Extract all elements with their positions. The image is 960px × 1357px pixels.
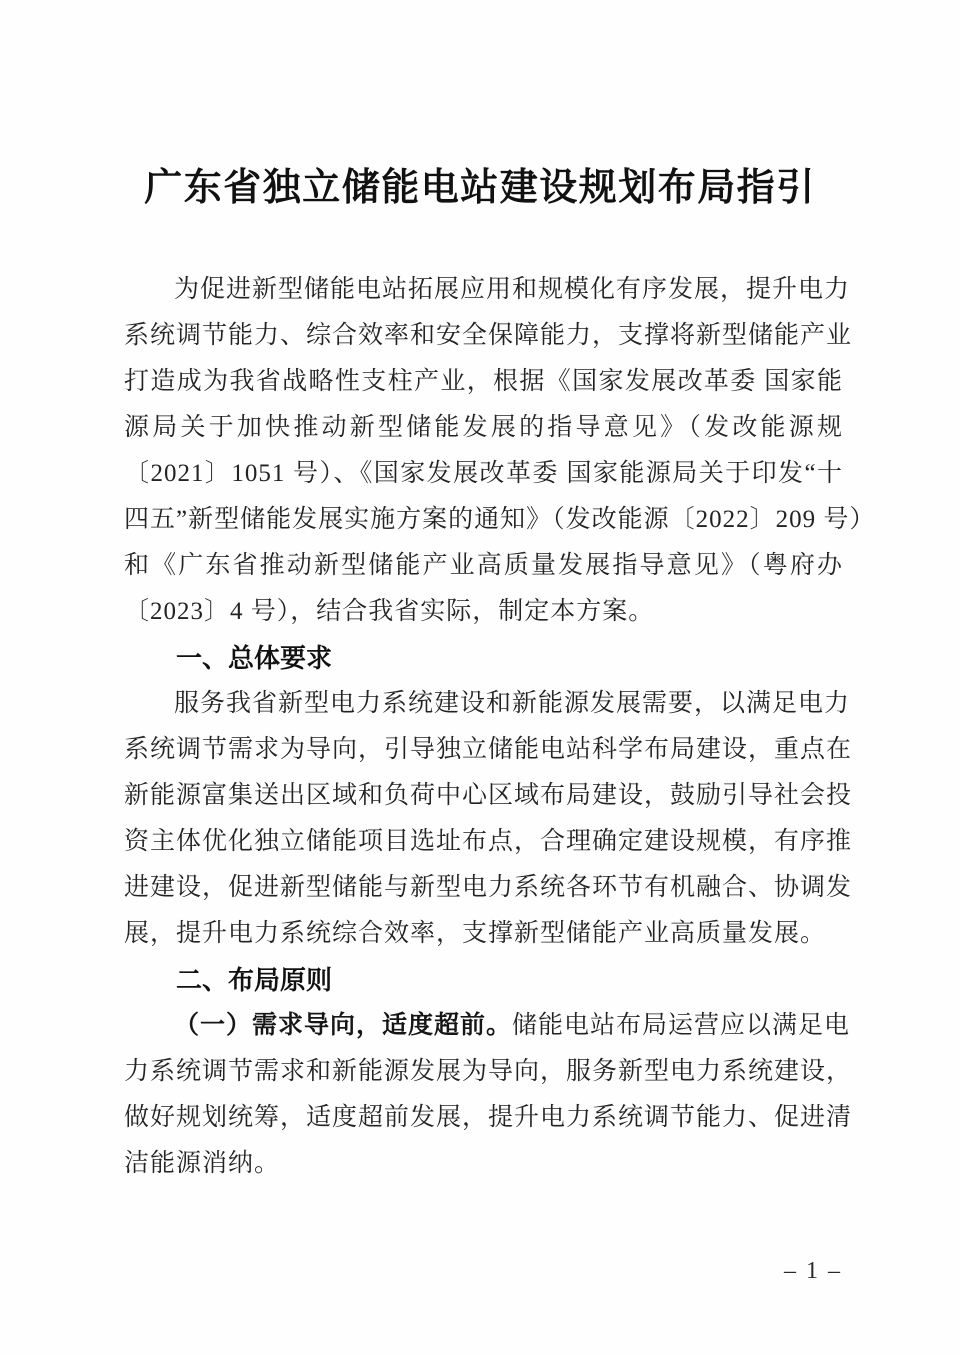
text-line [124, 1003, 851, 1049]
principle-body-text: 储能电站布局运营应以满足电 [512, 1012, 851, 1039]
text-line: 新能源富集送出区域和负荷中心区域布局建设，鼓励引导社会投 [124, 782, 853, 809]
text-line: 系统调节能力、综合效率和安全保障能力，支撑将新型储能产业 [124, 322, 853, 349]
text-line: 〔2021〕1051 号）、《国家发展改革委 国家能源局关于印发“十 [124, 460, 843, 487]
paragraph-principle-1 [124, 1003, 853, 1187]
text-line: 进建设，促进新型储能与新型电力系统各环节有机融合、协调发 [124, 874, 853, 901]
document-body [124, 267, 876, 1187]
text-line: 四五”新型储能发展实施方案的通知》（发改能源〔2022〕209 号） [124, 506, 876, 533]
document-title: 广东省独立储能电站建设规划布局指引 [144, 167, 816, 209]
text-line: 洁能源消纳。 [124, 1150, 281, 1177]
section-heading-overall-requirements: 一、总体要求 [176, 643, 333, 673]
page-number: – 1 – [784, 1258, 842, 1284]
text-line: 为促进新型储能电站拓展应用和规模化有序发展，提升电力 [174, 276, 851, 303]
text-line: 源局关于加快推动新型储能发展的指导意见》（发改能源规 [124, 414, 843, 441]
text-line: 力系统调节需求和新能源发展为导向，服务新型电力系统建设， [124, 1058, 853, 1085]
text-line: 资主体优化独立储能项目选址布点，合理确定建设规模，有序推 [124, 828, 853, 855]
text-line: 和《广东省推动新型储能产业高质量发展指导意见》（粤府办 [124, 552, 843, 579]
text-line: 系统调节需求为导向，引导独立储能电站科学布局建设，重点在 [124, 736, 853, 763]
paragraph-overall-requirements [124, 681, 853, 957]
text-line: 展，提升电力系统综合效率，支撑新型储能产业高质量发展。 [124, 920, 827, 947]
text-line: 〔2023〕4 号），结合我省实际，制定本方案。 [124, 598, 655, 625]
text-line: 做好规划统筹，适度超前发展，提升电力系统调节能力、促进清 [124, 1104, 853, 1131]
text-line: 打造成为我省战略性支柱产业，根据《国家发展改革委 国家能 [124, 368, 843, 395]
text-line: 服务我省新型电力系统建设和新能源发展需要，以满足电力 [174, 690, 851, 717]
principle-lead-text: （一）需求导向，适度超前。 [174, 1012, 513, 1039]
section-heading-layout-principles: 二、布局原则 [176, 965, 333, 995]
paragraph-intro [124, 267, 876, 635]
